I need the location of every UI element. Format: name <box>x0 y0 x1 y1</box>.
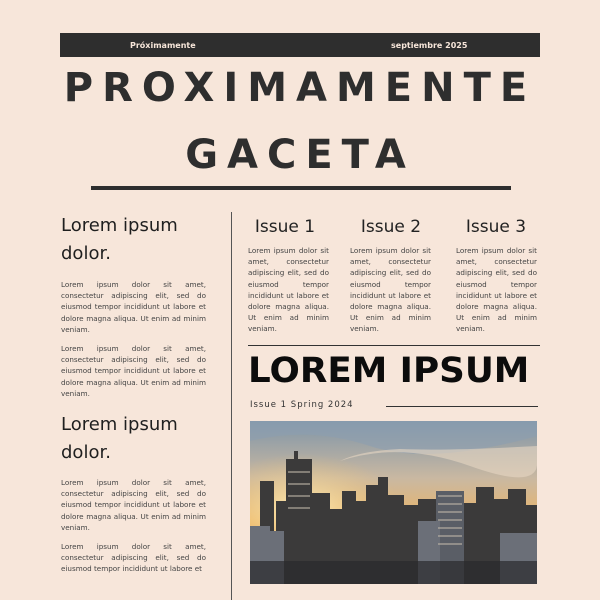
masthead-rule <box>91 186 511 190</box>
feature-headline: LOREM IPSUM <box>248 351 530 391</box>
issue-3-text: Lorem ipsum dolor sit amet, consectetur adipiscing elit, sed do eiusmod tempor incididunt ut labore et dolore magna aliqua. Ut enim ad minim veniam. <box>456 246 537 334</box>
left-heading-1: Lorem ipsum dolor. <box>61 215 178 264</box>
topbar-date: septiembre 2025 <box>391 41 468 50</box>
issue-3-title: Issue 3 <box>465 217 527 237</box>
left-paragraph-2: Lorem ipsum dolor sit amet, consectetur adipiscing elit, sed do eiusmod tempor incididunt ut labore et dolore magna aliqua. Ut enim ad minim veniam. <box>61 344 206 398</box>
topbar-title: Próximamente <box>130 41 196 50</box>
column-divider <box>231 212 232 600</box>
left-heading-2: Lorem ipsum dolor. <box>61 414 178 463</box>
issue-2-text: Lorem ipsum dolor sit amet, consectetur adipiscing elit, sed do eiusmod tempor incididunt ut labore et dolore magna aliqua. Ut enim ad minim veniam. <box>350 246 431 334</box>
feature-top-rule <box>248 345 540 346</box>
city-skyline-photo <box>250 421 537 584</box>
issue-1-title: Issue 1 <box>254 217 316 237</box>
left-paragraph-1: Lorem ipsum dolor sit amet, consectetur adipiscing elit, sed do eiusmod tempor incididunt ut labore et dolore magna aliqua. Ut enim ad minim veniam. <box>61 280 206 334</box>
masthead-line-1: PROXIMAMENTE <box>63 65 537 111</box>
left-paragraph-3: Lorem ipsum dolor sit amet, consectetur adipiscing elit, sed do eiusmod tempor incididunt ut labore et dolore magna aliqua. Ut enim ad minim veniam. <box>61 478 206 532</box>
feature-issue-line: Issue 1 Spring 2024 <box>250 400 354 410</box>
issue-1-text: Lorem ipsum dolor sit amet, consectetur adipiscing elit, sed do eiusmod tempor incididunt ut labore et dolore magna aliqua. Ut enim ad minim veniam. <box>248 246 329 334</box>
feature-issue-rule <box>386 406 538 407</box>
issue-2-title: Issue 2 <box>360 217 422 237</box>
left-paragraph-4: Lorem ipsum dolor sit amet, consectetur adipiscing elit, sed do eiusmod tempor incididunt ut labore et <box>61 542 206 574</box>
masthead-line-2: GACETA <box>185 132 415 178</box>
top-bar <box>60 33 540 57</box>
